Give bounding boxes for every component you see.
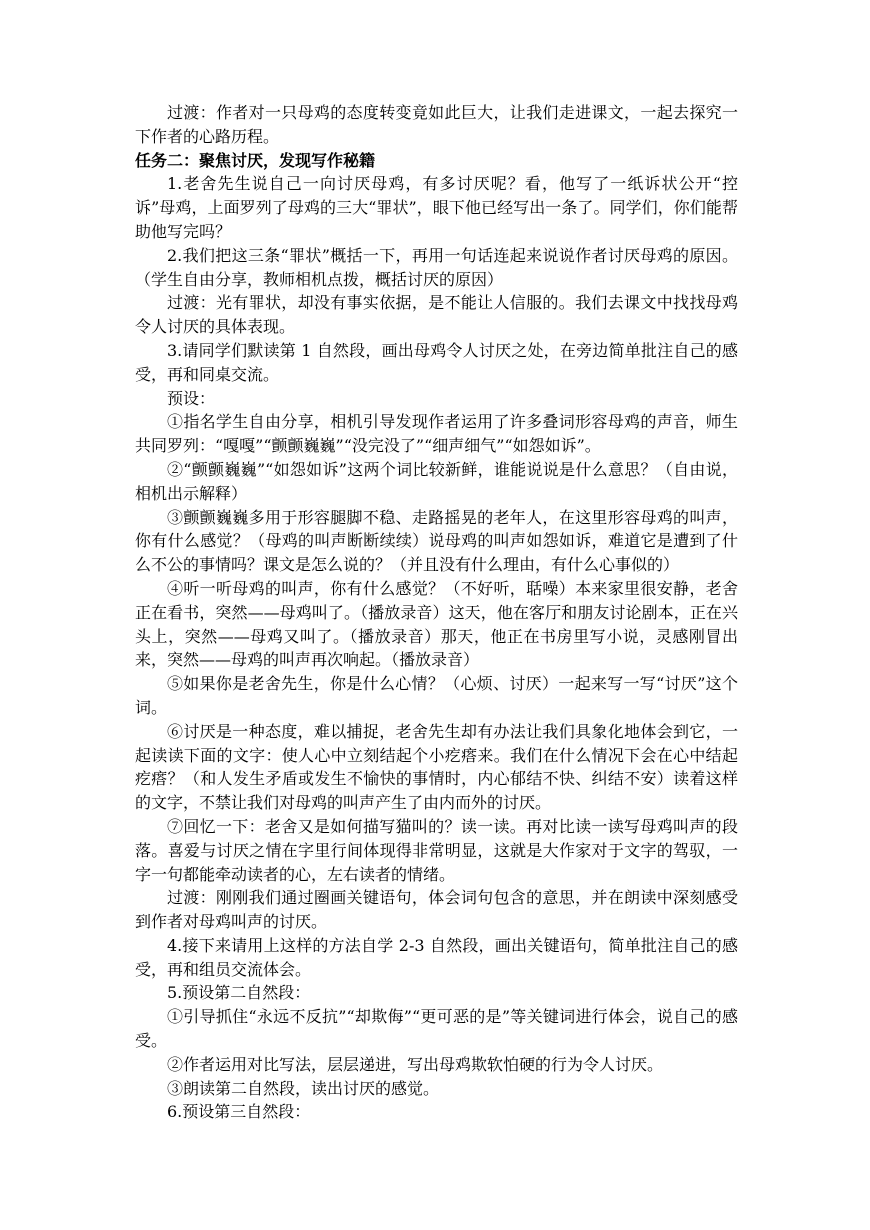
paragraph-preset-item-1: ①指名学生自由分享，相机引导发现作者运用了许多叠词形容母鸡的声音，师生共同罗列：“嘎嘎”“颤颤巍巍”“没完没了”“细声细气”“如怨如诉”。	[135, 412, 738, 456]
paragraph-step-6: 6.预设第三自然段：	[167, 1102, 311, 1122]
paragraph-step-2: 2.我们把这三条“罪状”概括一下，再用一句话连起来说说作者讨厌母鸡的原因。（学生自由分享，教师相机点拨，概括讨厌的原因）	[135, 245, 738, 289]
paragraph-transition-3: 过渡：刚刚我们通过圈画关键语句，体会词句包含的意思，并在朗读中深刻感受到作者对母鸡叫声的讨厌。	[135, 888, 738, 932]
paragraph-preset-item-2: ②“颤颤巍巍”“如怨如诉”这两个词比较新鲜，谁能说说是什么意思？（自由说，相机出示解释）	[135, 459, 738, 503]
paragraph-preset-item-6: ⑥讨厌是一种态度，难以捕捉，老舍先生却有办法让我们具象化地体会到它，一起读读下面的文字：使人心中立刻结起个小疙瘩来。我们在什么情况下会在心中结起疙瘩？（和人发生矛盾或发生不愉快的事情时，内心郁结不快、纠结不安）读着这样的文字，不禁让我们对母鸡的叫声产生了由内而外的讨厌。	[135, 721, 738, 813]
paragraph-step-1: 1.老舍先生说自己一向讨厌母鸡，有多讨厌呢？看，他写了一纸诉状公开“控诉”母鸡，上面罗列了母鸡的三大“罪状”，眼下他已经写出一条了。同学们，你们能帮助他写完吗？	[135, 174, 738, 241]
paragraph-step-5: 5.预设第二自然段：	[167, 983, 311, 1003]
paragraph-preset-item-7: ⑦回忆一下：老舍又是如何描写猫叫的？读一读。再对比读一读写母鸡叫声的段落。喜爱与讨厌之情在字里行间体现得非常明显，这就是大作家对于文字的驾驭，一字一句都能牵动读者的心，左右读者的情绪。	[135, 816, 738, 884]
paragraph-step-3: 3.请同学们默读第 1 自然段，画出母鸡令人讨厌之处，在旁边简单批注自己的感受，再和同桌交流。	[135, 340, 738, 384]
paragraph-preset-item-5: ⑤如果你是老舍先生，你是什么心情？（心烦、讨厌）一起来写一写“讨厌”这个词。	[135, 674, 738, 717]
paragraph-transition-1: 过渡：作者对一只母鸡的态度转变竟如此巨大，让我们走进课文，一起去探究一下作者的心路历程。	[135, 103, 738, 146]
paragraph-preset-item-3: ③颤颤巍巍多用于形容腿脚不稳、走路摇晃的老年人，在这里形容母鸡的叫声，你有什么感觉？（母鸡的叫声断断续续）说母鸡的叫声如怨如诉，难道它是遭到了什么不公的事情吗？课文是怎么说的？（并且没有什么理由，有什么心事似的）	[135, 507, 738, 575]
paragraph-preset-label: 预设：	[167, 388, 216, 408]
paragraph-step-4: 4.接下来请用上这样的方法自学 2-3 自然段，画出关键语句，简单批注自己的感受，再和组员交流体会。	[135, 935, 738, 979]
paragraph-transition-2: 过渡：光有罪状，却没有事实依据，是不能让人信服的。我们去课文中找找母鸡令人讨厌的具体表现。	[135, 293, 738, 337]
document-body	[135, 101, 738, 1124]
paragraph-step-5-item-1: ①引导抓住“永远不反抗”“却欺侮”“更可恶的是”等关键词进行体会，说自己的感受。	[135, 1007, 738, 1051]
paragraph-step-5-item-3: ③朗读第二自然段，读出讨厌的感觉。	[167, 1078, 440, 1098]
paragraph-preset-item-4: ④听一听母鸡的叫声，你有什么感觉？（不好听，聒噪）本来家里很安静，老舍正在看书，突然——母鸡叫了。（播放录音）这天，他在客厅和朋友讨论剧本，正在兴头上，突然——母鸡又叫了。（播放录音）那天，他正在书房里写小说，灵感刚冒出来，突然——母鸡的叫声再次响起。（播放录音）	[135, 578, 738, 670]
section-heading-task-2: 任务二：聚焦讨厌，发现写作秘籍	[135, 150, 376, 170]
paragraph-step-5-item-2: ②作者运用对比写法，层层递进，写出母鸡欺软怕硬的行为令人讨厌。	[167, 1054, 664, 1074]
